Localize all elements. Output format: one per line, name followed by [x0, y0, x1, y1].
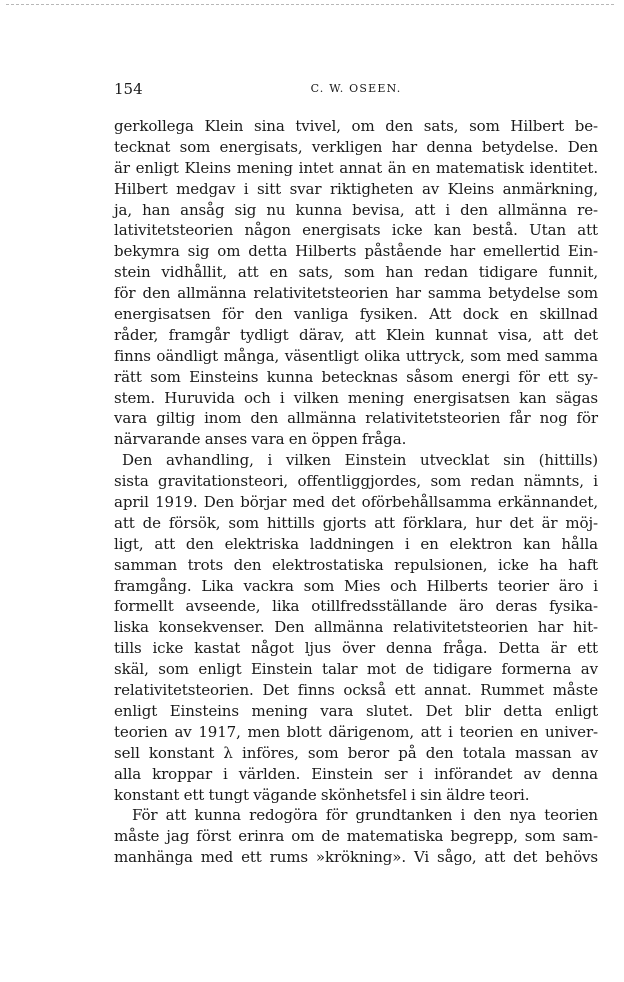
paragraph-end-line: närvarande anses vara en öppen fråga.: [114, 430, 407, 449]
top-scan-rule: [6, 4, 614, 5]
text-line: framgång. Lika vackra som Mies och Hilberts teorier äro i: [114, 576, 598, 595]
text-line: april 1919. Den börjar med det oförbehållsamma erkännandet,: [114, 493, 598, 512]
text-line: är enligt Kleins mening intet annat än en matematisk identitet.: [114, 158, 598, 177]
text-line: tills icke kastat något ljus över denna fråga. Detta är ett: [114, 639, 598, 658]
text-line: formellt avseende, lika otillfredsställande äro deras fysika-: [114, 597, 598, 616]
text-line: för den allmänna relativitetsteorien har samma betydelse som: [114, 284, 598, 303]
text-line: liska konsekvenser. Den allmänna relativitetsteorien har hit-: [114, 618, 598, 637]
text-line: energisatsen för den vanliga fysiken. Att dock en skillnad: [114, 305, 598, 324]
text-line: teorien av 1917, men blott därigenom, att i teorien en univer-: [114, 722, 598, 741]
body-text: [114, 116, 598, 868]
paragraph-start-line: För att kunna redogöra för grundtanken i den nya teorien: [132, 806, 598, 825]
text-line: enligt Einsteins mening vara slutet. Det blir detta enligt: [114, 701, 598, 720]
text-line: samman trots den elektrostatiska repulsionen, icke ha haft: [114, 555, 598, 574]
page-number: 154: [114, 80, 143, 98]
text-line: vara giltig inom den allmänna relativitetsteorien får nog för: [114, 409, 598, 428]
paragraph-end-line: konstant ett tungt vägande skönhetsfel i sin äldre teori.: [114, 785, 530, 804]
text-line: ligt, att den elektriska laddningen i en elektron kan hålla: [114, 534, 598, 553]
paragraph-start-line: Den avhandling, i vilken Einstein utvecklat sin (hittills): [122, 451, 598, 470]
text-line: lativitetsteorien någon energisats icke kan bestå. Utan att: [114, 221, 598, 240]
text-line: sista gravitationsteori, offentliggjordes, som redan nämnts, i: [114, 472, 598, 491]
text-line: stein vidhållit, att en sats, som han redan tidigare funnit,: [114, 263, 598, 282]
text-line: tecknat som energisats, verkligen har denna betydelse. Den: [114, 137, 598, 156]
text-line: gerkollega Klein sina tvivel, om den sats, som Hilbert be-: [114, 117, 598, 135]
page-header: [114, 80, 598, 100]
text-line: att de försök, som hittills gjorts att förklara, hur det är möj-: [114, 513, 598, 532]
text-line: rätt som Einsteins kunna betecknas såsom energi för ett sy-: [114, 367, 598, 386]
text-line: skäl, som enligt Einstein talar mot de tidigare formerna av: [114, 660, 598, 679]
text-line: alla kroppar i världen. Einstein ser i införandet av denna: [114, 764, 598, 783]
text-line: måste jag först erinra om de matematiska begrepp, som sam-: [114, 827, 598, 846]
text-line: relativitetsteorien. Det finns också ett annat. Rummet måste: [114, 681, 598, 700]
text-line: Hilbert medgav i sitt svar riktigheten av Kleins anmärkning,: [114, 179, 598, 198]
running-head: C. W. OSEEN.: [310, 82, 402, 95]
text-line: finns oändligt många, väsentligt olika uttryck, som med samma: [114, 346, 598, 365]
text-line: ja, han ansåg sig nu kunna bevisa, att i den allmänna re-: [114, 200, 598, 219]
text-line: stem. Huruvida och i vilken mening energisatsen kan sägas: [114, 388, 598, 407]
text-line: sell konstant λ införes, som beror på den totala massan av: [114, 743, 598, 762]
text-line: bekymra sig om detta Hilberts påstående har emellertid Ein-: [114, 242, 598, 261]
text-line: manhänga med ett rums »krökning». Vi sågo, att det behövs: [114, 848, 598, 867]
text-line: råder, framgår tydligt därav, att Klein kunnat visa, att det: [114, 325, 598, 344]
